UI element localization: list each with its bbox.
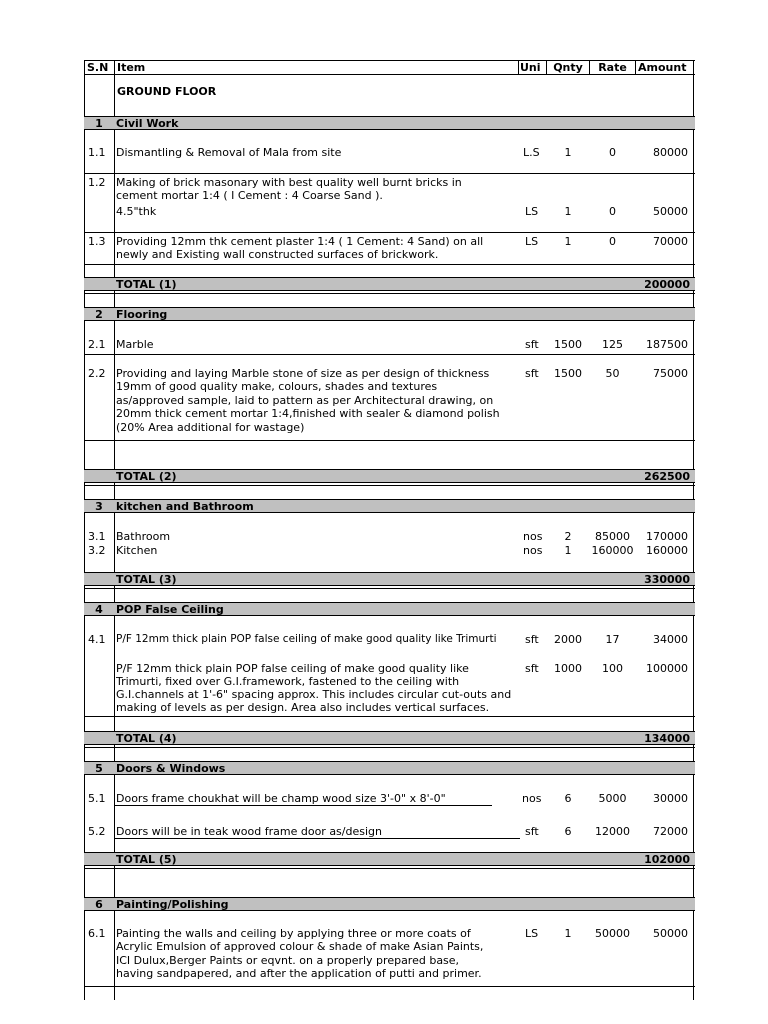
- item-qnty: 6: [564, 792, 572, 805]
- rule: [84, 354, 695, 355]
- section-number: 5: [95, 762, 103, 775]
- item-unit: sft: [525, 367, 539, 380]
- section-number: 4: [95, 603, 103, 616]
- item-desc-line: cement mortar 1:4 ( I Cement : 4 Coarse Sand ).: [116, 189, 383, 202]
- section-number: 3: [95, 500, 103, 513]
- item-desc-line: Providing 12mm thk cement plaster 1:4 ( 1 Cement: 4 Sand) on all: [116, 235, 484, 248]
- total-amount: 262500: [644, 470, 690, 483]
- item-desc: Marble: [116, 338, 154, 351]
- item-sn: 5.2: [88, 825, 106, 838]
- item-sn: 6.1: [88, 927, 106, 940]
- item-rate: 0: [609, 146, 616, 159]
- item-qnty: 1: [564, 544, 572, 557]
- item-unit: L.S: [523, 146, 540, 159]
- item-qnty: 1500: [554, 367, 582, 380]
- item-desc-line: P/F 12mm thick plain POP false ceiling of make good quality like: [116, 662, 469, 675]
- item-desc-line: Painting the walls and ceiling by applying three or more coats of: [116, 927, 471, 940]
- item-desc: P/F 12mm thick plain POP false ceiling of make good quality like Trimurti: [116, 633, 497, 645]
- underline: [114, 838, 520, 839]
- item-desc: Dismantling & Removal of Mala from site: [116, 146, 342, 159]
- item-unit: LS: [525, 205, 539, 218]
- item-amount: 187500: [646, 338, 688, 351]
- item-desc: Bathroom: [116, 530, 171, 543]
- item-amount: 80000: [653, 146, 688, 159]
- section-title: Painting/Polishing: [116, 898, 229, 911]
- item-qnty: 1000: [554, 662, 582, 675]
- item-desc-line: (20% Area additional for wastage): [116, 421, 305, 434]
- item-qnty: 1: [564, 927, 572, 940]
- item-qnty: 1: [564, 205, 572, 218]
- rule: [84, 440, 695, 441]
- estimate-sheet: [84, 60, 695, 1000]
- rule: [84, 173, 695, 174]
- rule: [84, 747, 695, 748]
- item-amount: 70000: [653, 235, 688, 248]
- floor-title: GROUND FLOOR: [117, 85, 217, 98]
- rule: [84, 264, 695, 265]
- section-title: kitchen and Bathroom: [116, 500, 254, 513]
- section-title: Civil Work: [116, 117, 179, 130]
- column-line: [518, 60, 519, 74]
- section-title: Flooring: [116, 308, 168, 321]
- item-desc-line: Acrylic Emulsion of approved colour & shade of make Asian Paints,: [116, 940, 484, 953]
- header-unit: Uni: [520, 61, 541, 74]
- item-amount: 160000: [646, 544, 688, 557]
- rule: [84, 485, 695, 486]
- header-amount: Amount: [638, 61, 687, 74]
- total-label: TOTAL (4): [116, 732, 177, 745]
- item-sn: 1.1: [88, 146, 106, 159]
- item-sn: 5.1: [88, 792, 106, 805]
- header-item: Item: [117, 61, 146, 74]
- item-rate: 12000: [595, 825, 630, 838]
- item-unit: sft: [525, 662, 539, 675]
- item-desc-line: 4.5"thk: [116, 205, 157, 218]
- rule: [84, 74, 695, 75]
- item-sn: 4.1: [88, 633, 106, 646]
- item-desc-line: Trimurti, fixed over G.I.framework, fastened to the ceiling with: [116, 675, 460, 688]
- item-qnty: 1: [564, 146, 572, 159]
- total-label: TOTAL (1): [116, 278, 177, 291]
- rule: [84, 868, 695, 869]
- item-amount: 50000: [653, 205, 688, 218]
- item-rate: 160000: [591, 544, 634, 557]
- item-qnty: 6: [564, 825, 572, 838]
- total-amount: 200000: [644, 278, 690, 291]
- item-rate: 100: [602, 662, 623, 675]
- item-unit: nos: [523, 530, 543, 543]
- item-desc: Kitchen: [116, 544, 158, 557]
- item-amount: 50000: [653, 927, 688, 940]
- underline: [114, 805, 492, 806]
- column-line: [635, 60, 636, 74]
- item-rate: 5000: [598, 792, 627, 805]
- item-rate: 85000: [595, 530, 630, 543]
- item-desc-line: as/approved sample, laid to pattern as per Architectural drawing, on: [116, 394, 494, 407]
- item-rate: 0: [609, 205, 616, 218]
- item-desc-line: Providing and laying Marble stone of size as per design of thickness: [116, 367, 490, 380]
- item-sn: 1.2: [88, 176, 106, 189]
- section-band: [84, 307, 695, 321]
- item-desc: Doors will be in teak wood frame door as/design: [116, 825, 382, 838]
- item-qnty: 1: [564, 235, 572, 248]
- item-rate: 50: [605, 367, 620, 380]
- item-amount: 72000: [653, 825, 688, 838]
- item-desc-line: G.I.channels at 1'-6" spacing approx. This includes circular cut-outs and: [116, 688, 512, 701]
- item-sn: 2.2: [88, 367, 106, 380]
- section-title: Doors & Windows: [116, 762, 226, 775]
- item-sn: 1.3: [88, 235, 106, 248]
- item-desc-line: making of levels as per design. Area also includes vertical surfaces.: [116, 701, 490, 714]
- item-desc-line: 20mm thick cement mortar 1:4,finished with sealer & diamond polish: [116, 407, 500, 420]
- item-amount: 30000: [653, 792, 688, 805]
- item-rate: 17: [605, 633, 620, 646]
- item-sn: 2.1: [88, 338, 106, 351]
- item-amount: 75000: [653, 367, 688, 380]
- total-label: TOTAL (3): [116, 573, 177, 586]
- total-label: TOTAL (5): [116, 853, 177, 866]
- item-qnty: 2000: [554, 633, 582, 646]
- rule: [84, 588, 695, 589]
- item-desc-line: newly and Existing wall constructed surfaces of brickwork.: [116, 248, 439, 261]
- item-sn: 3.2: [88, 544, 106, 557]
- item-qnty: 2: [564, 530, 572, 543]
- total-amount: 134000: [644, 732, 690, 745]
- item-unit: nos: [522, 792, 542, 805]
- item-unit: LS: [525, 927, 539, 940]
- item-unit: sft: [525, 338, 539, 351]
- section-title: POP False Ceiling: [116, 603, 224, 616]
- item-desc-line: ICI Dulux,Berger Paints or eqvnt. on a properly prepared base,: [116, 954, 460, 967]
- item-desc-line: having sandpapered, and after the application of putti and primer.: [116, 967, 482, 980]
- header-qnty: Qnty: [553, 61, 583, 74]
- item-unit: LS: [525, 235, 539, 248]
- rule: [84, 232, 695, 233]
- item-amount: 34000: [653, 633, 688, 646]
- item-sn: 3.1: [88, 530, 106, 543]
- item-desc-line: Making of brick masonary with best quality well burnt bricks in: [116, 176, 462, 189]
- item-desc-line: 19mm of good quality make, colours, shades and textures: [116, 380, 438, 393]
- section-number: 6: [95, 898, 103, 911]
- total-amount: 330000: [644, 573, 690, 586]
- item-unit: sft: [525, 633, 539, 646]
- total-amount: 102000: [644, 853, 690, 866]
- total-label: TOTAL (2): [116, 470, 177, 483]
- header-sn: S.N: [87, 61, 109, 74]
- item-amount: 100000: [646, 662, 688, 675]
- item-qnty: 1500: [554, 338, 582, 351]
- item-amount: 170000: [646, 530, 688, 543]
- item-rate: 125: [602, 338, 623, 351]
- rule: [84, 293, 695, 294]
- item-desc: Doors frame choukhat will be champ wood size 3'-0" x 8'-0": [116, 792, 446, 805]
- rule: [84, 986, 695, 987]
- rule: [84, 716, 695, 717]
- item-rate: 0: [609, 235, 616, 248]
- item-unit: nos: [523, 544, 543, 557]
- item-unit: sft: [525, 825, 539, 838]
- item-rate: 50000: [595, 927, 630, 940]
- section-number: 2: [95, 308, 103, 321]
- section-number: 1: [95, 117, 103, 130]
- header-rate: Rate: [598, 61, 627, 74]
